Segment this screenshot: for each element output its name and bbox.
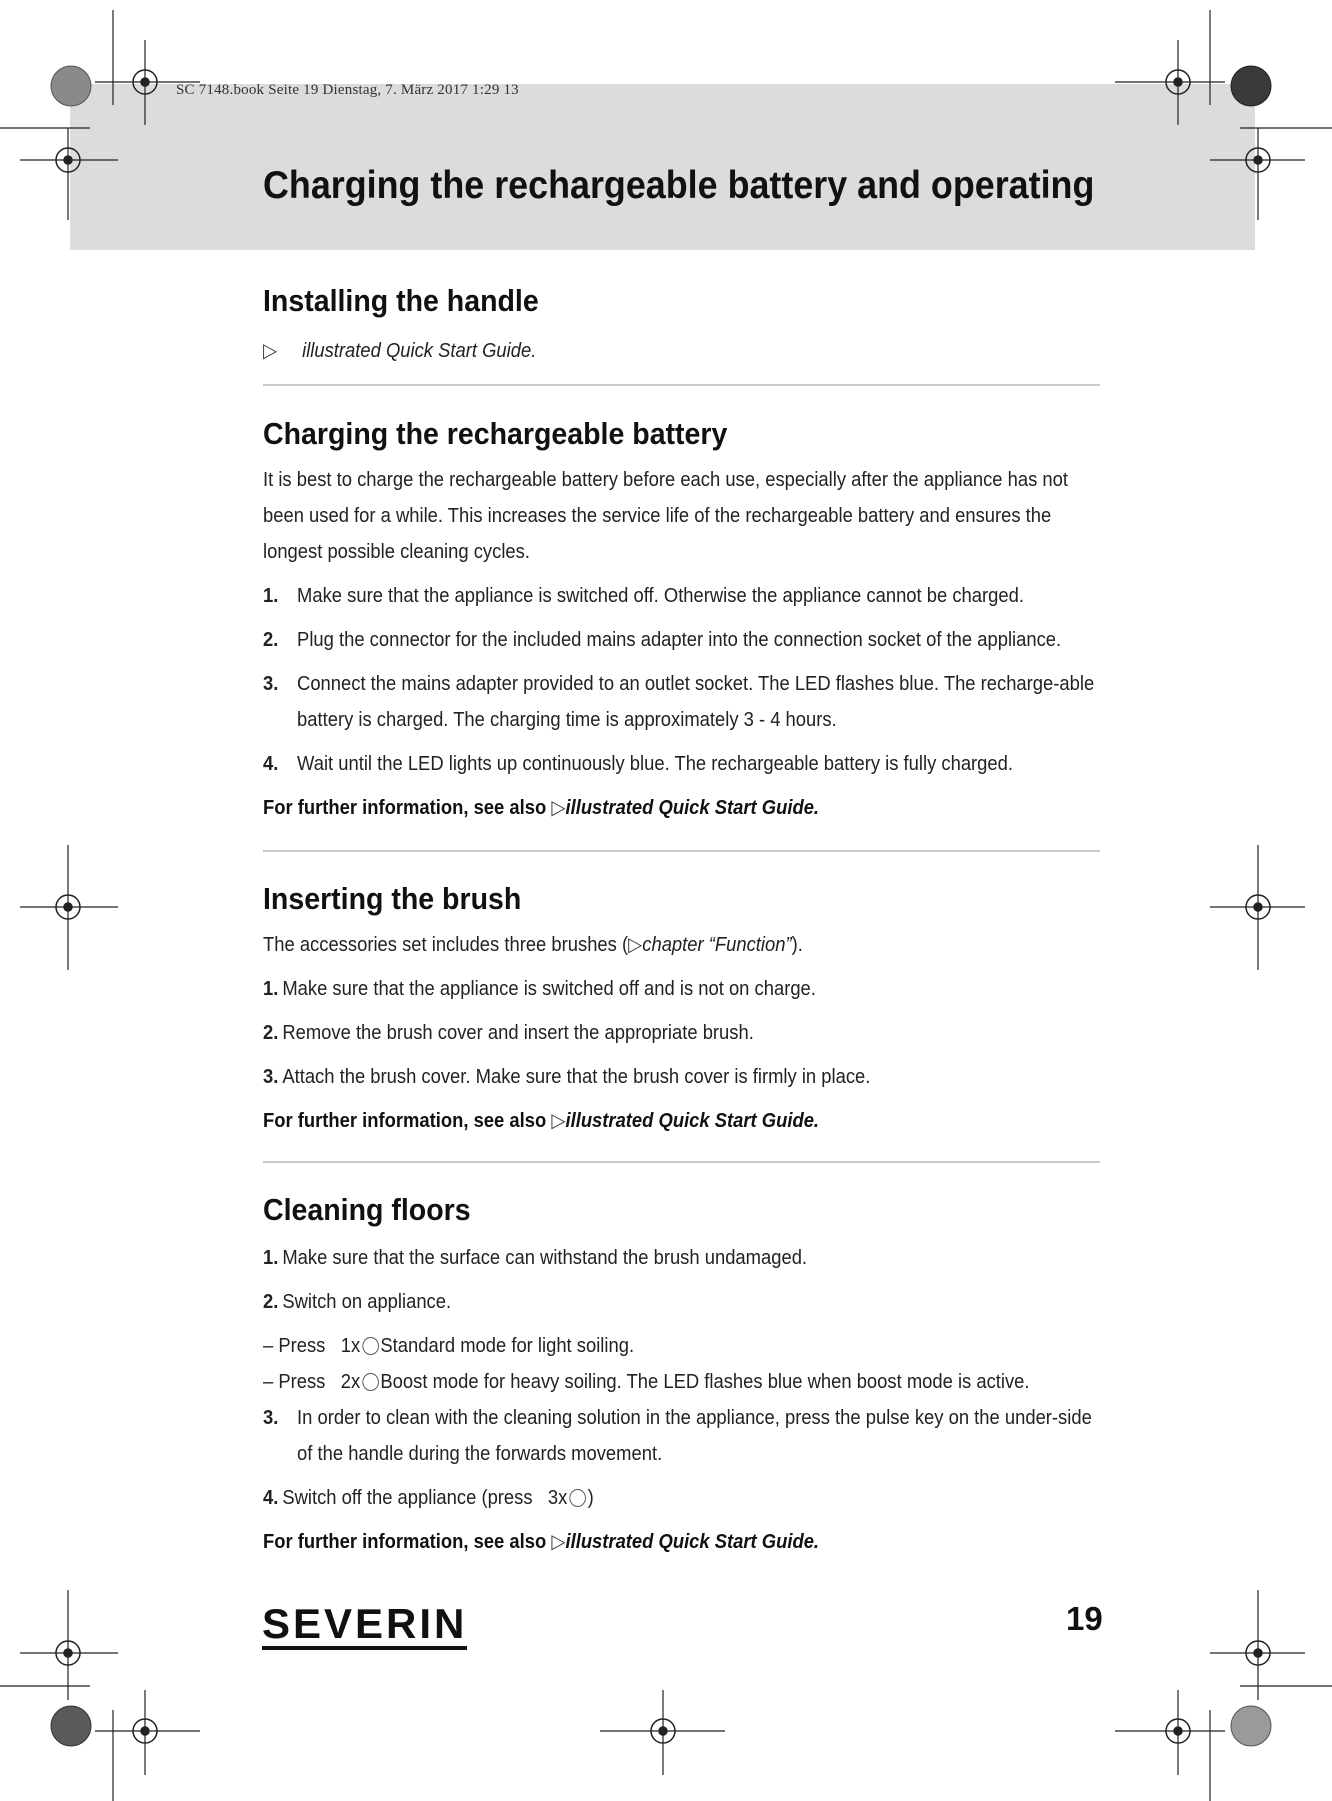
- section-cleaning-floors: [263, 1192, 1100, 1560]
- press-instruction: – Press 2x Boost mode for heavy soiling. The LED flashes blue when boost mode is active.: [263, 1371, 1030, 1393]
- reference-text: illustrated Quick Start Guide.: [302, 340, 537, 362]
- section-charging-battery: [263, 416, 1100, 826]
- brand-logo: SEVERIN: [262, 1604, 467, 1650]
- press-instruction: – Press 1x Standard mode for light soiling.: [263, 1335, 635, 1357]
- section-divider: [263, 1161, 1100, 1163]
- page-number: 19: [1066, 1600, 1103, 1637]
- reference-arrow-icon: ▷: [551, 1110, 566, 1132]
- list-item: 3. Connect the mains adapter provided to an outlet socket. The LED flashes blue. The recharge-able battery is charged. The charging time is approximately 3 - 4 hours.: [263, 673, 1095, 731]
- list-item: 3. Attach the brush cover. Make sure that the brush cover is firmly in place.: [263, 1066, 871, 1088]
- further-info-note: For further information, see also ▷illustrated Quick Start Guide.: [263, 1531, 820, 1553]
- handle-reference: [263, 333, 1098, 369]
- reference-link[interactable]: illustrated Quick Start Guide.: [565, 1110, 820, 1132]
- reference-link[interactable]: illustrated Quick Start Guide.: [565, 1531, 820, 1553]
- list-item: 1. Make sure that the appliance is switched off and is not on charge.: [263, 978, 816, 1000]
- reference-arrow-icon: ▷: [263, 340, 278, 362]
- section-divider: [263, 384, 1100, 386]
- section-heading: Inserting the brush: [263, 881, 522, 916]
- chapter-reference[interactable]: chapter “Function”: [642, 934, 792, 956]
- further-info-note: For further information, see also ▷illustrated Quick Start Guide.: [263, 1110, 820, 1132]
- reference-arrow-icon: ▷: [551, 1531, 566, 1553]
- list-item: 1. Make sure that the appliance is switched off. Otherwise the appliance cannot be charged.: [263, 585, 1024, 607]
- section-heading: Installing the handle: [263, 283, 539, 318]
- section-installing-handle: [263, 283, 1100, 369]
- power-button-icon: [362, 1373, 379, 1391]
- reference-link[interactable]: illustrated Quick Start Guide.: [565, 797, 820, 819]
- print-meta-line: SC 7148.book Seite 19 Dienstag, 7. März 2017 1:29 13: [176, 82, 519, 98]
- section-heading: Cleaning floors: [263, 1192, 471, 1227]
- section-heading: Charging the rechargeable battery: [263, 416, 728, 451]
- page-title: Charging the rechargeable battery and operating: [263, 164, 1095, 207]
- list-item: 4. Switch off the appliance (press 3x ): [263, 1487, 594, 1509]
- battery-intro: It is best to charge the rechargeable battery before each use, especially after the appliance has not been used for a while. This increases the service life of the rechargeable battery and ensures the longest possible cleaning cycles.: [263, 469, 1068, 563]
- list-item: 4. Wait until the LED lights up continuously blue. The rechargeable battery is fully charged.: [263, 753, 1014, 775]
- further-info-note: For further information, see also ▷illustrated Quick Start Guide.: [263, 797, 820, 819]
- reference-arrow-icon: ▷: [551, 797, 566, 819]
- section-inserting-brush: [263, 881, 1100, 1139]
- list-item: 1. Make sure that the surface can withstand the brush undamaged.: [263, 1247, 808, 1269]
- list-item: 2. Switch on appliance.: [263, 1291, 452, 1313]
- reference-arrow-icon: ▷: [628, 934, 643, 956]
- list-item: 2. Remove the brush cover and insert the appropriate brush.: [263, 1022, 754, 1044]
- power-button-icon: [569, 1489, 586, 1507]
- list-item: 2. Plug the connector for the included mains adapter into the connection socket of the appliance.: [263, 629, 1062, 651]
- power-button-icon: [362, 1337, 379, 1355]
- list-item: 3. In order to clean with the cleaning solution in the appliance, press the pulse key on the under-side of the handle during the forwards movement.: [263, 1407, 1092, 1465]
- brush-intro: The accessories set includes three brushes (▷chapter “Function”).: [263, 934, 803, 956]
- section-divider: [263, 850, 1100, 852]
